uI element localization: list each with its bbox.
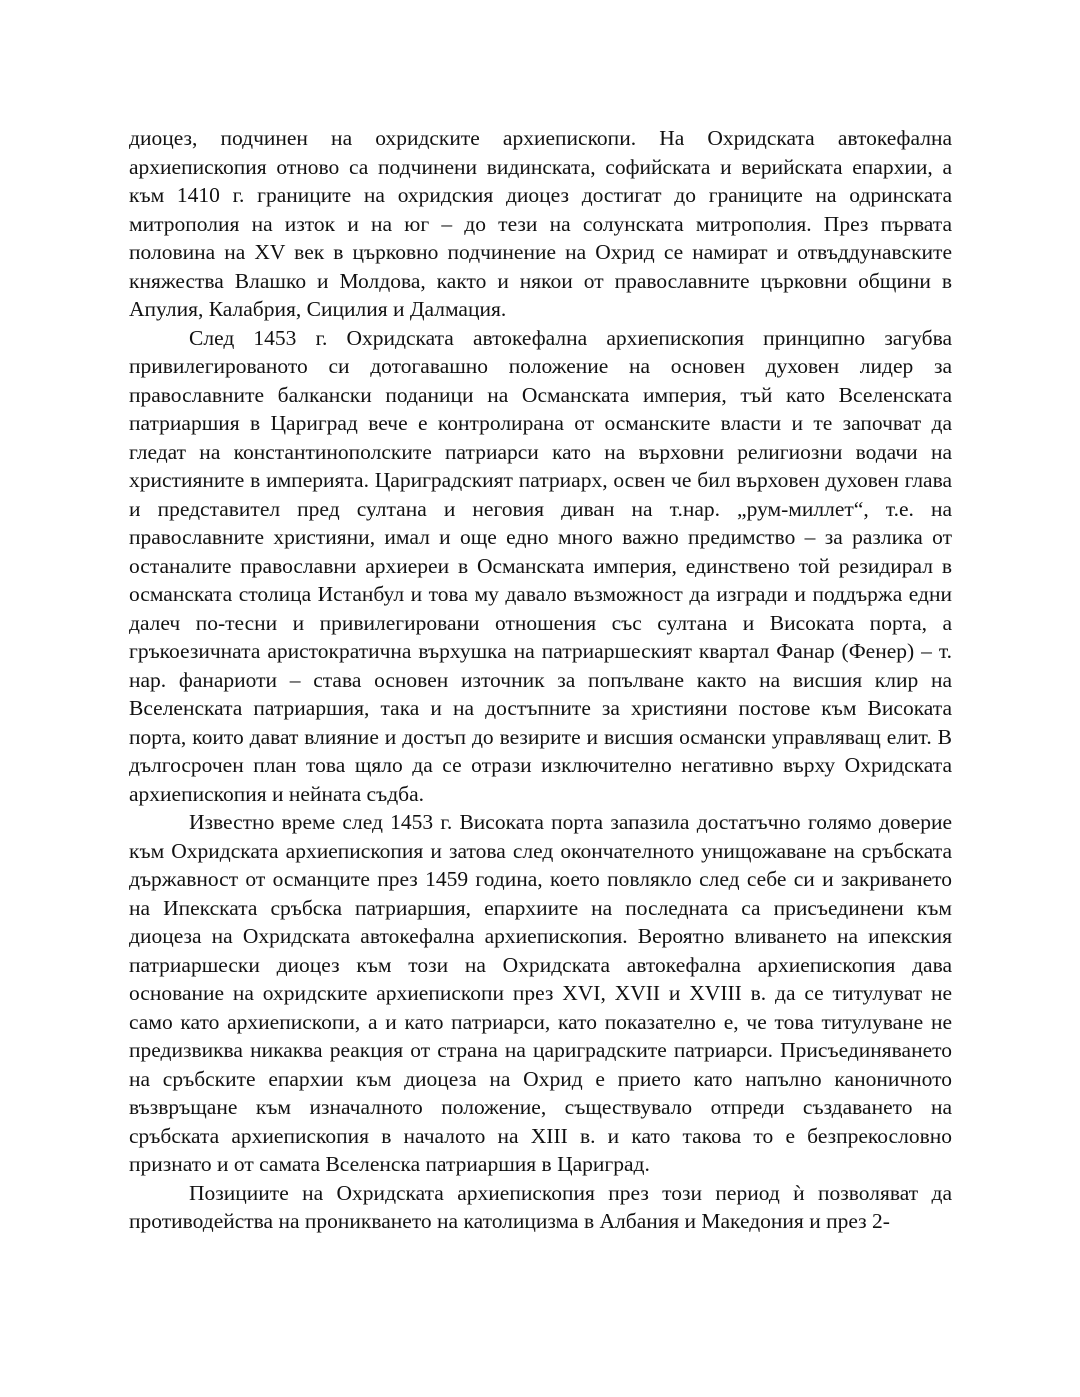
- paragraph-4: Позициите на Охридската архиепископия през този период ѝ позволяват да противодейства на проникването на католицизма в Албания и Македония и през 2-: [129, 1180, 952, 1233]
- paragraph-2: След 1453 г. Охридската автокефална архиепископия принципно загубва привилегированото си дотогавашно положение на основен духовен лидер за православните балкански поданици на Османската империя, тъй като Вселенската патриаршия в Цариград вече е контролирана от османските власти и те започват да гледат на константинополските патриарси като на върховни религиозни водачи на християните в империята. Цариградският патриарх, освен че бил върховен духовен глава и представител пред султана и неговия диван на т.нар. „рум-миллет“, т.е. на православните християни, имал и още едно много важно предимство – за разлика от останалите православни архиереи в Османската империя, единствено той резидирал в османската столица Истанбул и това му давало възможност да изгради и поддържа едни далеч по-тесни и привилегировани отношения със султана и Високата порта, а гръкоезичната аристократична върхушка на патриаршеският квартал Фанар (Фенер) – т. нар. фанариоти – става основен източник за попълване както на висшия клир на Вселенската патриаршия, така и на достъпните за християни постове към Високата порта, които дават влияние и достъп до везирите и висшия османски управляващ елит. В дългосрочен план това щяло да се отрази изключително негативно върху Охридската архиепископия и нейната съдба.: [129, 325, 952, 806]
- document-page: [129, 124, 952, 1236]
- paragraph-1: диоцез, подчинен на охридските архиепископи. На Охридската автокефална архиепископия отново са подчинени видинската, софийската и верийската епархии, а към 1410 г. границите на охридския диоцез достигат до границите на одринската митрополия на изток и на юг – до тези на солунската митрополия. През първата половина на XV век в църковно подчинение на Охрид се намират и отвъддунавските княжества Влашко и Молдова, както и някои от православните църковни общини в Апулия, Калабрия, Сицилия и Далмация.: [129, 126, 952, 321]
- paragraph-3: Известно време след 1453 г. Високата порта запазила достатъчно голямо доверие към Охридската архиепископия и затова след окончателното унищожаване на сръбската държавност от османците през 1459 година, което повлякло след себе си и закриването на Ипекската сръбска патриаршия, епархиите на последната са присъединени към диоцеза на Охридската автокефална архиепископия. Вероятно вливането на ипекския патриаршески диоцез към този на Охридската автокефална архиепископия дава основание на охридските архиепископи през XVI, XVII и XVIII в. да се титулуват не само като архиепископи, а и като патриарси, като показателно е, че това титулуване не предизвиква никаква реакция от страна на цариградските патриарси. Присъединяването на сръбските епархии към диоцеза на Охрид е прието като напълно каноничното възвръщане към изначалното положение, съществувало отпреди създаването на сръбската архиепископия в началото на XIII в. и като такова то е безпрекословно признато и от самата Вселенска патриаршия в Цариград.: [129, 810, 952, 1176]
